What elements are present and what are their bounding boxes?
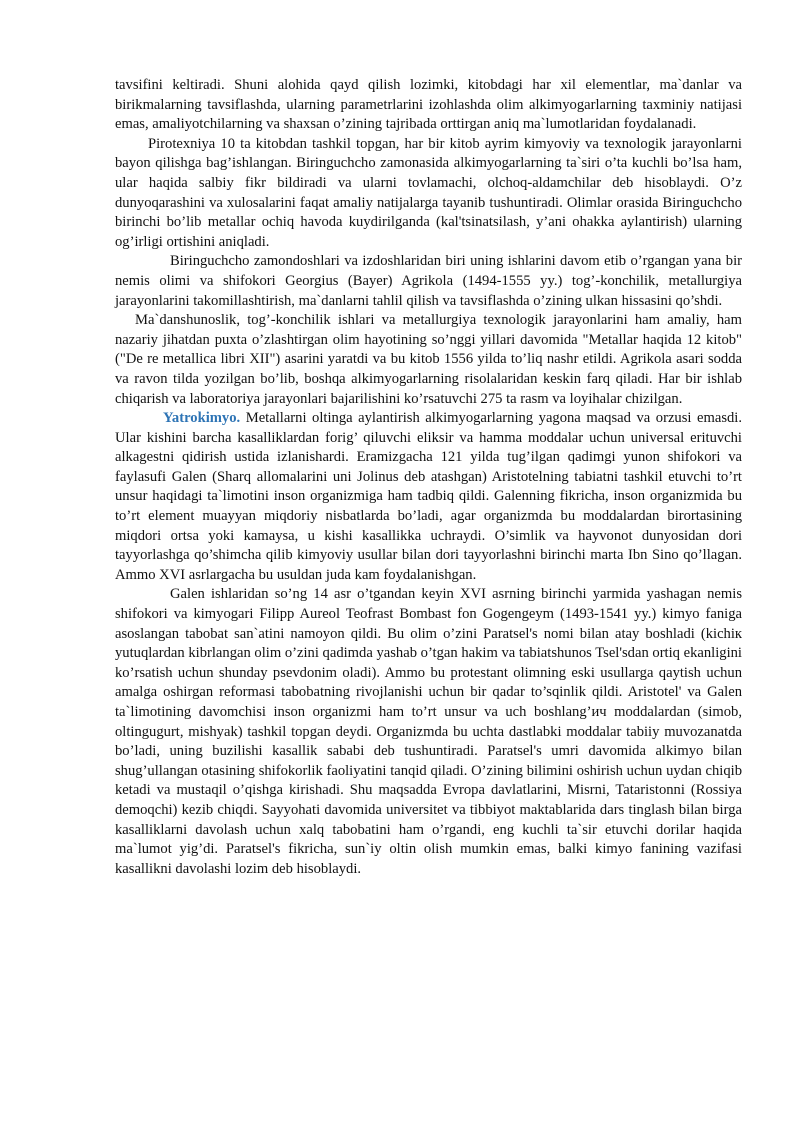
paragraph-paracelsus: Galen ishlaridan so’ng 14 asr o’tgandan keyin XVI asrning birinchi yarmida yashagan nemis shifokori va kimyogari Filipp Aureol Teofrast Bombast fon Gogengeym (1493-1541 yy.) kimyo faniga asoslangan tabobat san`atini namoyon qildi. Bu olim o’zini Paratsel's nomi bilan atay boshladi (kichiк yutuqlardan kibrlangan olim o’zini qadimda yashab o’tgan hakim va tabiatshunos Tsel'sdan ortiq ekanligini ko’rsatish uchun shunday psevdonim oladi). Ammo bu protestant olimning eski usullarga qaytish uchun amalga oshirgan reformasi tabobatning rivojlanishi uchun bir qadar to’sqinlik qildi. Aristotel' va Galen ta`limotining davomchisi inson organizmi ham to’rt unsur va uch boshlang’ич moddalardan (simob, oltingugurt, mishyak) tashkil topgan deydi. Organizmda bu uchta dastlabki moddalar tabiiy muvozanatda bo’ladi, uning buzilishi kasallik sababi deb tushuntiradi. Paratsel's umri davomida alkimyo bilan shug’ullangan otasining shifokorlik faoliyatini tanqid qiladi. O’zining bilimini oshirish uchun uydan chiqib ketadi va mustaqil o’qishga kirishadi. Shu maqsadda Evropa davlatlarini, Misrni, Tataristonni (Rossiya demoqchi) kezib chiqdi. Sayyohati davomida universitet va tibbiyot maktablarida dars tinglash bilan birga kasalliklarni davolash uchun xalq tabobatini ham o’rgandi, eng kuchli ta`sir etuvchi dorilar haqida ma`lumot yig’di. Paratsel's fikricha, sun`iy oltin olish mumkin emas, balki kimyo fanining vazifasi kasallikni davolashi lozim deb hisoblaydi. [115, 586, 742, 877]
paragraph-pirotexniya: Pirotexniya 10 ta kitobdan tashkil topgan, har bir kitob ayrim kimyoviy va texnologik jarayonlarni bayon qilishga bag’ishlangan. Biringuchcho zamonasida alkimyogarlarning ta`siri o’ta kuchli bo’lsa ham, ular haqida salbiy fikr bildiradi va ularni tovlamachi, olchoq-aldamchilar deb hisoblaydi. O’z dunyoqarashini va xulosalarini faqat amaliy natijalarga tayanib tushuntiradi. Olimlar orasida Biringuchcho birinchi bo’lib metallar ochiq havoda kuydirilganda (kal'tsinatsilash, y’ani ohakka aylantirish) ularning og’irligi ortishini aniqladi. [115, 135, 742, 250]
paragraph-alchemist-data: tavsifini keltiradi. Shuni alohida qayd qilish lozimki, kitobdagi har xil elementlar, ma`danlar va birikmalarning tavsiflashda, ularning parametrlarini izohlashda olim alkimyogarlarning taxminiy natijasi emas, amaliyotchilarning va shaxsan o’zining tajribada orttirgan aniq ma`lumotlaridan foydalanadi. [115, 77, 742, 133]
paragraph-yatrokimyo [115, 409, 742, 585]
paragraph-de-re-metallica: Ma`danshunoslik, tog’-konchilik ishlari va metallurgiya texnologik jarayonlarini ham amaliy, ham nazariy jihatdan puxta o’zlashtirgan olim hayotining so’nggi yillari davomida "Metallar haqida 12 kitob" ("De re metallica libri XII") asarini yaratdi va bu kitob 1556 yilda to’liq nashr etildi. Agrikola asari sodda va ravon tilda yozilgan bo’lib, boshqa alkimyogarlarning risolalaridan keskin farq qiladi. Har bir ishlab chiqarish va laboratoriya jarayonlari bajarilishini ko’rsatuvchi 275 ta rasm va loyihalar chizilgan. [115, 312, 742, 407]
paragraph-yatrokimyo-body: Metallarni oltinga aylantirish alkimyogarlarning yagona maqsad va orzusi emasdi. Ular kishini barcha kasalliklardan forig’ qiluvchi eliksir va hamma moddalar uchun universal erituvchi alkagestni qidirish ustida izlanishardi. Eramizgacha 121 yilda tug’ilgan qadimgi yunon shifokori va faylasufi Galen (Sharq allomalarini uni Jolinus deb atashgan) Aristotelning tabiatni tashkil etuvchi to’rt unsur haqidagi ta`limotini inson organizmiga ham tadbiq qildi. Galenning fikricha, inson organizmida bu to’rt element muayyan miqdoriy nisbatlarda bo’ladi, agar organizmda bu moddalardan birortasining miqdori ortsa yoki kamaysa, u kishi kasallikka uchraydi. O’simlik va hayvonot dunyosidan dori tayyorlashga qo’shimcha qilib kimyoviy usullar bilan dori tayyorlashni birinchi marta Ibn Sino qo’llagan. Ammo XVI asrlargacha bu usuldan juda kam foydalanishgan. [115, 410, 742, 583]
section-heading-yatrokimyo: Yatrokimyo. [163, 410, 241, 427]
paragraph-agricola-intro: Biringuchcho zamondoshlari va izdoshlaridan biri uning ishlarini davom etib o’rgangan yana bir nemis olimi va shifokori Georgius (Bayer) Agrikola (1494-1555 yy.) tog’-konchilik, metallurgiya jarayonlarini takomillashtirish, ma`danlarni tahlil qilish va tavsiflashda o’zining ulkan hissasini qo’shdi. [115, 253, 742, 309]
document-page [115, 76, 742, 879]
